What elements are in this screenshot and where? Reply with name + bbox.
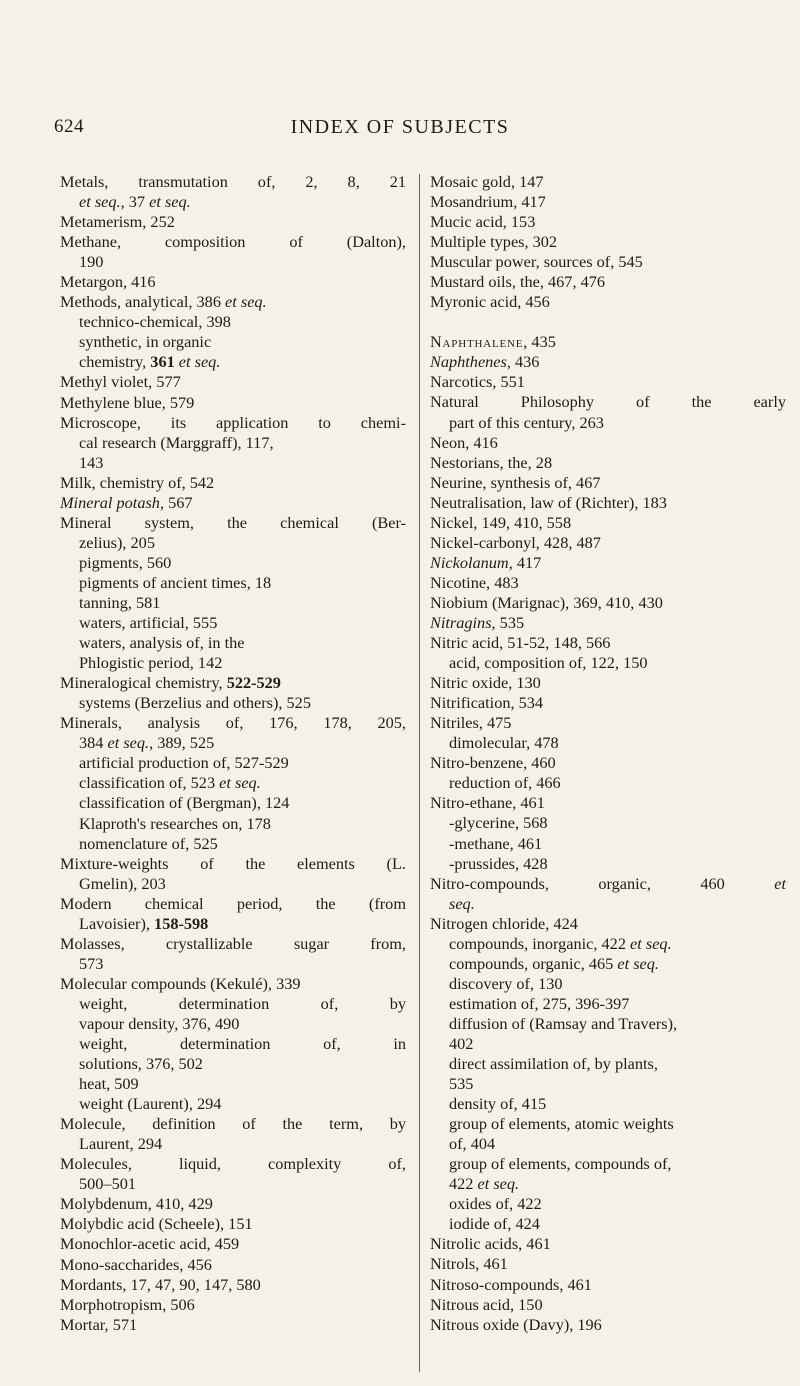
index-entry: Molybdic acid (Scheele), 151 (60, 1214, 253, 1234)
index-entry: Mineral potash, 567 (60, 492, 193, 512)
index-entry: Molasses, crystallizable sugar from, (60, 933, 406, 953)
index-subentry: group of elements, atomic weights (449, 1114, 674, 1134)
index-subentry: iodide of, 424 (449, 1214, 540, 1234)
index-subentry: weight, determination of, by (79, 993, 406, 1013)
index-entry: Molybdenum, 410, 429 (60, 1194, 213, 1214)
index-entry: Nicotine, 483 (430, 572, 519, 592)
index-entry: Nitrification, 534 (430, 693, 544, 713)
index-entry: Microscope, its application to chemi- (60, 412, 406, 432)
index-entry: Naphthenes, 436 (430, 352, 540, 372)
index-subentry: waters, analysis of, in the (79, 633, 245, 653)
index-entry: Nitric oxide, 130 (430, 673, 541, 693)
section-gap (430, 312, 786, 332)
index-entry: Neurine, synthesis of, 467 (430, 472, 601, 492)
index-subentry: cal research (Marggraff), 117, (79, 432, 274, 452)
index-subentry: 535 (449, 1074, 474, 1094)
index-entry: Mosaic gold, 147 (430, 172, 544, 191)
index-entry: Methane, composition of (Dalton), (60, 232, 406, 252)
index-subentry: Laurent, 294 (79, 1134, 163, 1154)
index-subentry: tanning, 581 (79, 592, 161, 612)
index-subentry: group of elements, compounds of, (449, 1154, 672, 1174)
index-subentry: artificial production of, 527-529 (79, 753, 289, 773)
index-subentry: Gmelin), 203 (79, 873, 166, 893)
index-subentry: reduction of, 466 (449, 773, 561, 793)
index-entry: Nitro-ethane, 461 (430, 793, 545, 813)
index-subentry: 143 (79, 452, 104, 472)
index-entry: Multiple types, 302 (430, 232, 558, 252)
index-subentry: compounds, inorganic, 422 et seq. (449, 933, 672, 953)
index-subentry: solutions, 376, 502 (79, 1054, 203, 1074)
index-entry: Myronic acid, 456 (430, 292, 550, 312)
index-entry: Monochlor-acetic acid, 459 (60, 1234, 240, 1254)
index-entry: Morphotropism, 506 (60, 1294, 195, 1314)
index-entry: Mortar, 571 (60, 1314, 138, 1334)
running-head-title: INDEX OF SUBJECTS (290, 116, 510, 138)
index-entry: Minerals, analysis of, 176, 178, 205, (60, 713, 406, 733)
index-subentry: weight (Laurent), 294 (79, 1094, 222, 1114)
index-subentry: classification of, 523 et seq. (79, 773, 261, 793)
index-entry: Nickel-carbonyl, 428, 487 (430, 532, 601, 552)
index-entry: Mono-saccharides, 456 (60, 1254, 212, 1274)
index-entry: Neon, 416 (430, 432, 498, 452)
index-subentry: chemistry, 361 et seq. (79, 352, 221, 372)
column-divider (419, 174, 420, 1372)
index-subentry: 500–501 (79, 1174, 136, 1194)
index-entry: Nitro-benzene, 460 (430, 753, 556, 773)
index-entry: Naphthalene, 435 (430, 332, 556, 352)
index-subentry: dimolecular, 478 (449, 733, 559, 753)
index-entry: Mordants, 17, 47, 90, 147, 580 (60, 1274, 261, 1294)
index-entry: Methylene blue, 579 (60, 392, 195, 412)
page-header (0, 116, 800, 146)
index-entry: Metamerism, 252 (60, 212, 175, 232)
index-entry: Molecule, definition of the term, by (60, 1114, 406, 1134)
page-number: 624 (54, 116, 84, 137)
index-entry: Nitragins, 535 (430, 612, 525, 632)
index-subentry: of, 404 (449, 1134, 496, 1154)
index-subentry: acid, composition of, 122, 150 (449, 653, 648, 673)
index-subentry: zelius), 205 (79, 532, 155, 552)
index-subentry: nomenclature of, 525 (79, 833, 218, 853)
index-subentry: seq. (449, 893, 475, 913)
index-entry: Natural Philosophy of the early (430, 392, 786, 412)
index-entry: Nitrolic acids, 461 (430, 1234, 551, 1254)
index-subentry: Lavoisier), 158-598 (79, 913, 209, 933)
index-entry: Molecules, liquid, complexity of, (60, 1154, 406, 1174)
index-column-right (430, 172, 786, 1335)
index-subentry: -prussides, 428 (449, 853, 548, 873)
index-entry: Nitro-compounds, organic, 460 et (430, 873, 786, 893)
index-subentry: technico-chemical, 398 (79, 312, 231, 332)
index-entry: Muscular power, sources of, 545 (430, 252, 643, 272)
index-subentry: classification of (Bergman), 124 (79, 793, 290, 813)
index-subentry: et seq., 37 et seq. (79, 192, 191, 212)
index-entry: Mosandrium, 417 (430, 192, 546, 212)
index-entry: Niobium (Marignac), 369, 410, 430 (430, 592, 663, 612)
index-subentry: pigments of ancient times, 18 (79, 572, 272, 592)
index-entry: Nickolanum, 417 (430, 552, 542, 572)
index-entry: Nitric acid, 51-52, 148, 566 (430, 633, 611, 653)
index-entry: Metargon, 416 (60, 272, 156, 292)
index-entry: Nitroso-compounds, 461 (430, 1274, 592, 1294)
index-subentry: weight, determination of, in (79, 1034, 406, 1054)
index-subentry: synthetic, in organic (79, 332, 212, 352)
index-entry: Metals, transmutation of, 2, 8, 21 (60, 172, 406, 191)
index-subentry: -methane, 461 (449, 833, 543, 853)
index-column-left (60, 172, 406, 1335)
index-subentry: diffusion of (Ramsay and Travers), (449, 1013, 678, 1033)
index-subentry: 190 (79, 252, 104, 272)
index-entry: Nickel, 149, 410, 558 (430, 512, 572, 532)
index-entry: Mucic acid, 153 (430, 212, 536, 232)
index-entry: Narcotics, 551 (430, 372, 525, 392)
index-entry: Nestorians, the, 28 (430, 452, 553, 472)
index-subentry: compounds, organic, 465 et seq. (449, 953, 659, 973)
index-entry: Neutralisation, law of (Richter), 183 (430, 492, 667, 512)
index-entry: Nitrogen chloride, 424 (430, 913, 578, 933)
index-entry: Methyl violet, 577 (60, 372, 181, 392)
index-entry: Nitriles, 475 (430, 713, 512, 733)
index-entry: Milk, chemistry of, 542 (60, 472, 215, 492)
index-subentry: discovery of, 130 (449, 973, 563, 993)
index-subentry: 422 et seq. (449, 1174, 520, 1194)
index-subentry: direct assimilation of, by plants, (449, 1054, 658, 1074)
index-subentry: oxides of, 422 (449, 1194, 542, 1214)
index-entry: Mineral system, the chemical (Ber- (60, 512, 406, 532)
index-subentry: 573 (79, 953, 104, 973)
index-entry: Molecular compounds (Kekulé), 339 (60, 973, 301, 993)
index-entry: Methods, analytical, 386 et seq. (60, 292, 267, 312)
index-subentry: vapour density, 376, 490 (79, 1013, 240, 1033)
index-subentry: systems (Berzelius and others), 525 (79, 693, 311, 713)
index-entry: Nitrols, 461 (430, 1254, 508, 1274)
index-entry: Nitrous acid, 150 (430, 1294, 543, 1314)
index-subentry: part of this century, 263 (449, 412, 604, 432)
index-subentry: -glycerine, 568 (449, 813, 548, 833)
index-subentry: Klaproth's researches on, 178 (79, 813, 271, 833)
index-subentry: Phlogistic period, 142 (79, 653, 223, 673)
index-subentry: estimation of, 275, 396-397 (449, 993, 630, 1013)
index-entry: Mustard oils, the, 467, 476 (430, 272, 606, 292)
index-entry: Nitrous oxide (Davy), 196 (430, 1314, 602, 1334)
index-entry: Mineralogical chemistry, 522-529 (60, 673, 281, 693)
index-subentry: 384 et seq., 389, 525 (79, 733, 215, 753)
index-subentry: pigments, 560 (79, 552, 172, 572)
index-subentry: 402 (449, 1033, 474, 1053)
index-subentry: waters, artificial, 555 (79, 613, 218, 633)
index-subentry: heat, 509 (79, 1074, 139, 1094)
index-entry: Mixture-weights of the elements (L. (60, 853, 406, 873)
index-entry: Modern chemical period, the (from (60, 893, 406, 913)
index-subentry: density of, 415 (449, 1094, 547, 1114)
